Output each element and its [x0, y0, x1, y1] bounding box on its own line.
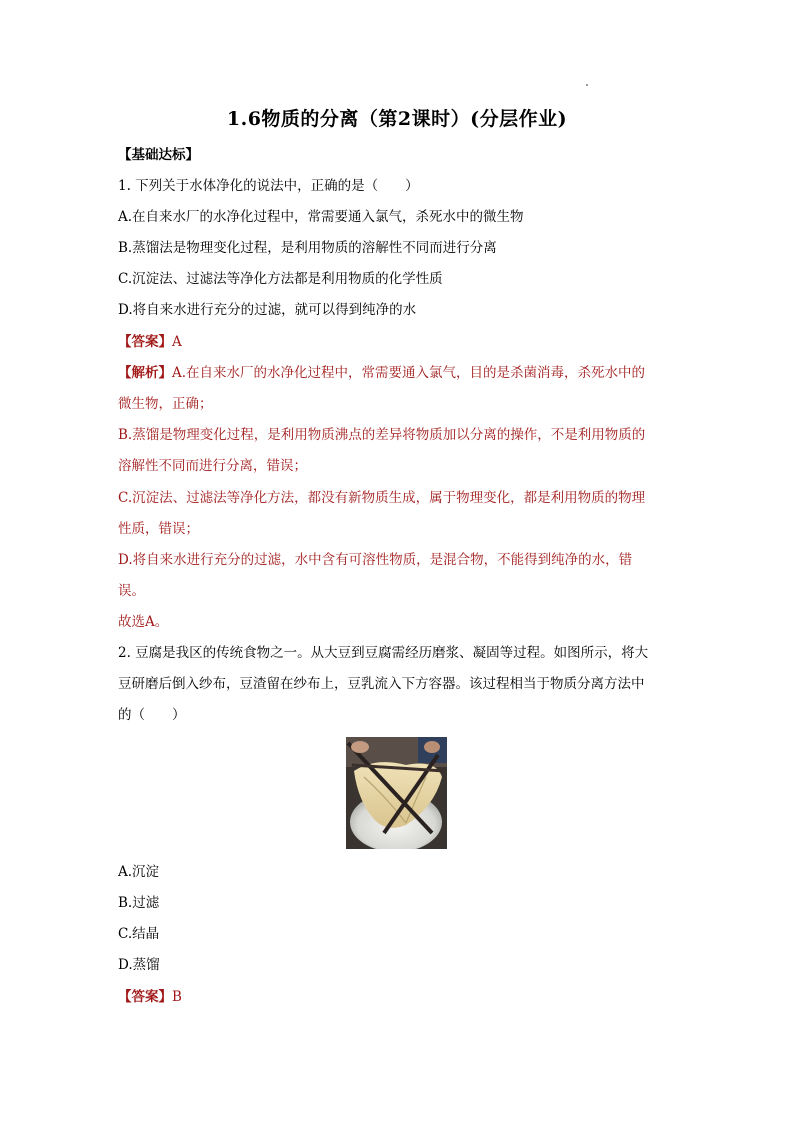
- question-1-analysis-line: 性质，错误；: [118, 521, 199, 537]
- question-1-option-b: B.蒸馏法是物理变化过程，是利用物质的溶解性不同而进行分离: [118, 240, 497, 256]
- question-1-analysis-line: 溶解性不同而进行分离，错误；: [118, 458, 307, 474]
- question-1-analysis-line: 误。: [118, 583, 145, 599]
- question-1-analysis-line: B.蒸馏是物理变化过程，是利用物质沸点的差异将物质加以分离的操作，不是利用物质的: [118, 427, 646, 443]
- question-1-option-c: C.沉淀法、过滤法等净化方法都是利用物质的化学性质: [118, 271, 443, 287]
- analysis-label: 【解析】: [118, 365, 172, 381]
- question-2-stem-line: 2. 豆腐是我区的传统食物之一。从大豆到豆腐需经历磨浆、凝固等过程。如图所示，将大: [118, 645, 649, 661]
- question-1-conclusion: 故选A。: [118, 614, 169, 630]
- tofu-filtering-photo: [346, 737, 447, 849]
- question-1-stem: 1. 下列关于水体净化的说法中，正确的是（ ）: [118, 178, 419, 194]
- question-2-option-d: D.蒸馏: [118, 957, 160, 973]
- answer-label: 【答案】: [118, 989, 172, 1005]
- section-header: 【基础达标】: [118, 147, 199, 163]
- question-2-answer: [118, 987, 182, 1007]
- question-1-analysis-line: 微生物，正确；: [118, 396, 213, 412]
- stray-dot: [586, 84, 588, 86]
- analysis-text: A.在自来水厂的水净化过程中，常需要通入氯气，目的是杀菌消毒，杀死水中的: [172, 365, 646, 381]
- question-1-analysis-line: C.沉淀法、过滤法等净化方法，都没有新物质生成，属于物理变化，都是利用物质的物理: [118, 490, 646, 506]
- question-1-answer: [118, 332, 182, 352]
- answer-value: A: [172, 334, 182, 350]
- question-2-stem-line: 豆研磨后倒入纱布，豆渣留在纱布上，豆乳流入下方容器。该过程相当于物质分离方法中: [118, 676, 645, 692]
- page-title: 1.6物质的分离（第2课时）(分层作业): [226, 108, 568, 130]
- answer-value: B: [172, 989, 182, 1005]
- question-2-option-a: A.沉淀: [118, 864, 160, 880]
- question-2-stem-line: 的（ ）: [118, 707, 186, 723]
- question-1-analysis-line: [118, 363, 645, 383]
- question-1-option-a: A.在自来水厂的水净化过程中，常需要通入氯气，杀死水中的微生物: [118, 209, 524, 225]
- question-1-analysis-line: D.将自来水进行充分的过滤，水中含有可溶性物质，是混合物，不能得到纯净的水，错: [118, 552, 633, 568]
- question-2-option-c: C.结晶: [118, 926, 160, 942]
- answer-label: 【答案】: [118, 334, 172, 350]
- question-1-option-d: D.将自来水进行充分的过滤，就可以得到纯净的水: [118, 302, 417, 318]
- question-2-option-b: B.过滤: [118, 895, 160, 911]
